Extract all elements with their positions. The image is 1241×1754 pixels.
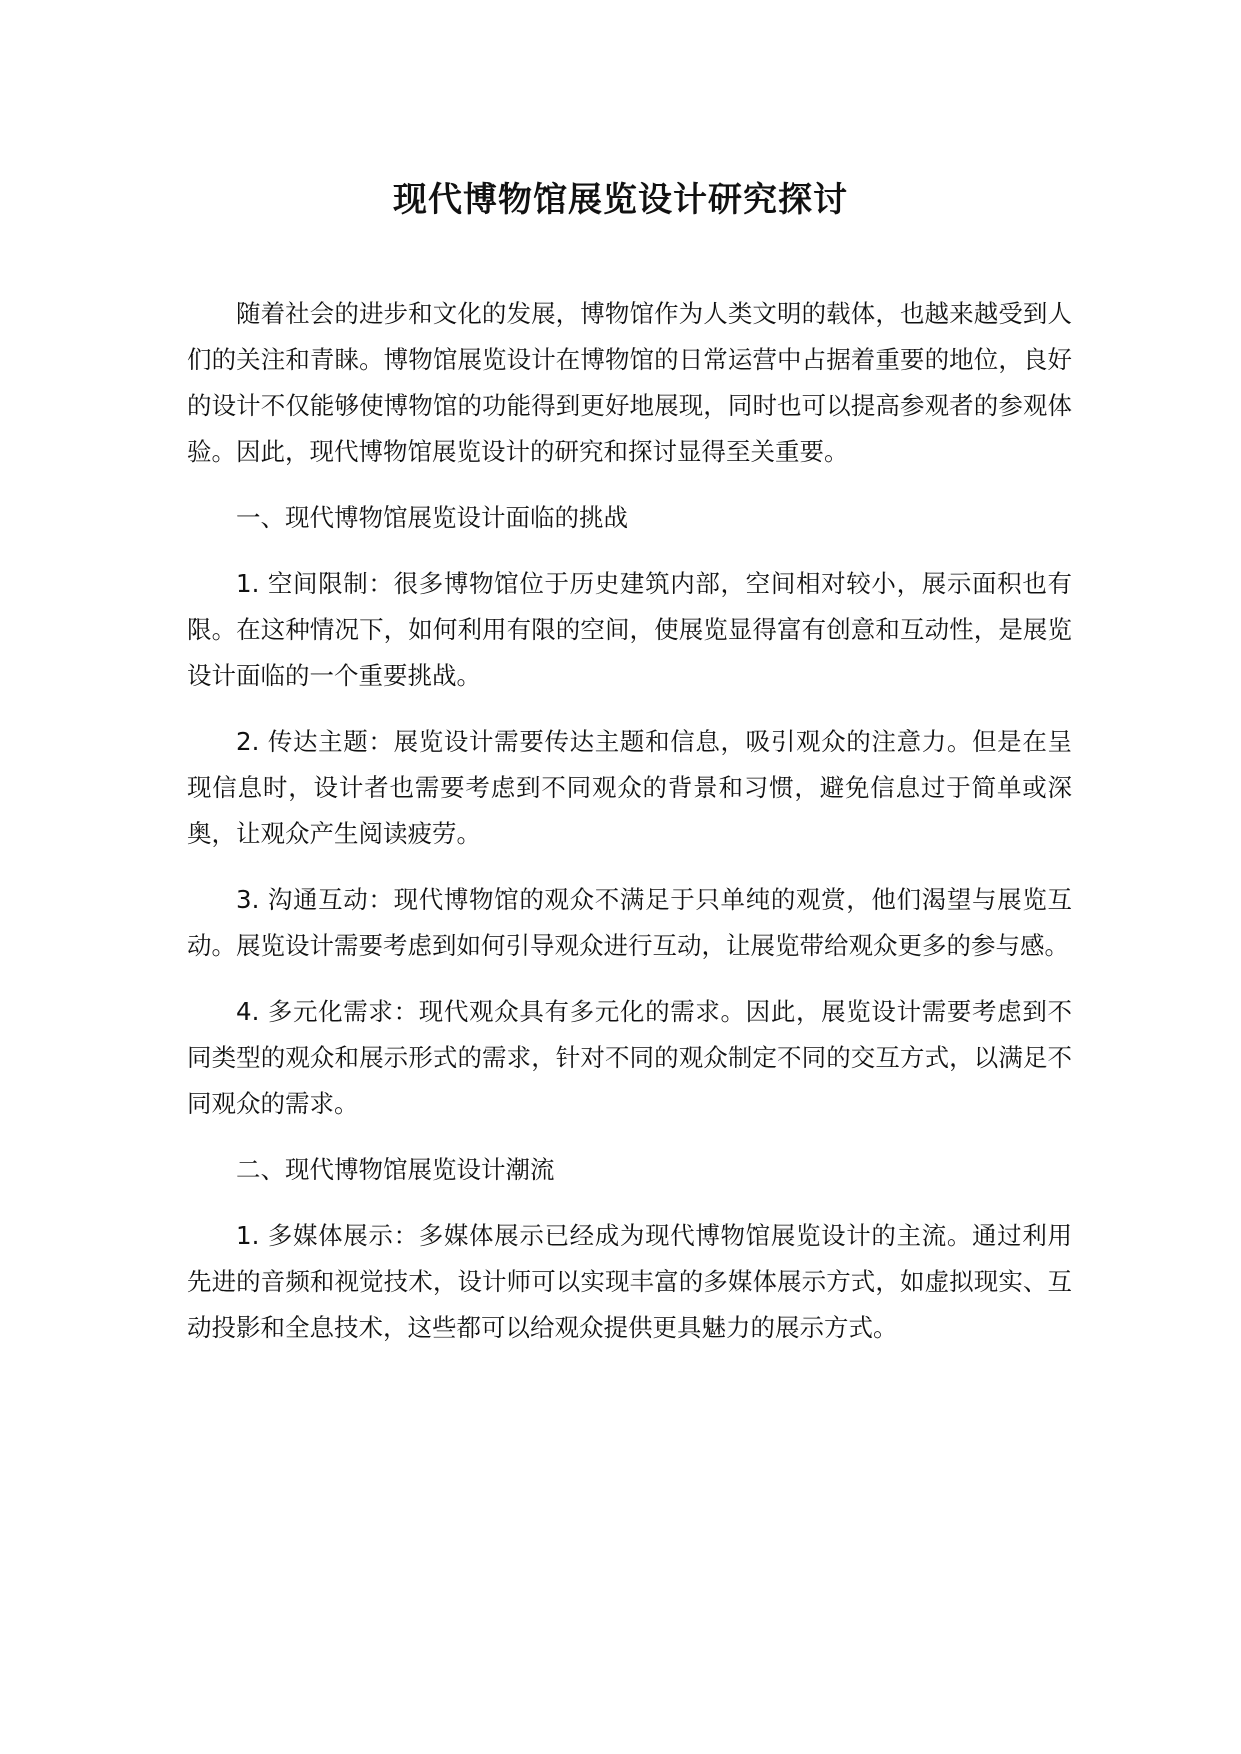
trend-item-multimedia: 1. 多媒体展示：多媒体展示已经成为现代博物馆展览设计的主流。通过利用先进的音频和视觉技术，设计师可以实现丰富的多媒体展示方式，如虚拟现实、互动投影和全息技术，这些都可以给观众提供更具魅力的展示方式。 — [187, 1221, 1072, 1342]
section-heading-challenges: 一、现代博物馆展览设计面临的挑战 — [236, 503, 628, 532]
challenge-item-interaction: 3. 沟通互动：现代博物馆的观众不满足于只单纯的观赏，他们渴望与展览互动。展览设计需要考虑到如何引导观众进行互动，让展览带给观众更多的参与感。 — [187, 885, 1072, 960]
challenge-item-theme: 2. 传达主题：展览设计需要传达主题和信息，吸引观众的注意力。但是在呈现信息时，设计者也需要考虑到不同观众的背景和习惯，避免信息过于简单或深奥，让观众产生阅读疲劳。 — [187, 727, 1072, 848]
document-title: 现代博物馆展览设计研究探讨 — [393, 180, 848, 220]
intro-paragraph: 随着社会的进步和文化的发展，博物馆作为人类文明的载体，也越来越受到人们的关注和青睐。博物馆展览设计在博物馆的日常运营中占据着重要的地位，良好的设计不仅能够使博物馆的功能得到更好地展现，同时也可以提高参观者的参观体验。因此，现代博物馆展览设计的研究和探讨显得至关重要。 — [187, 299, 1072, 466]
section-heading-trends: 二、现代博物馆展览设计潮流 — [236, 1155, 555, 1184]
challenge-item-diversity: 4. 多元化需求：现代观众具有多元化的需求。因此，展览设计需要考虑到不同类型的观众和展示形式的需求，针对不同的观众制定不同的交互方式，以满足不同观众的需求。 — [187, 997, 1072, 1118]
challenge-item-space: 1. 空间限制：很多博物馆位于历史建筑内部，空间相对较小，展示面积也有限。在这种情况下，如何利用有限的空间，使展览显得富有创意和互动性，是展览设计面临的一个重要挑战。 — [187, 569, 1072, 690]
document-body — [187, 291, 1072, 1371]
